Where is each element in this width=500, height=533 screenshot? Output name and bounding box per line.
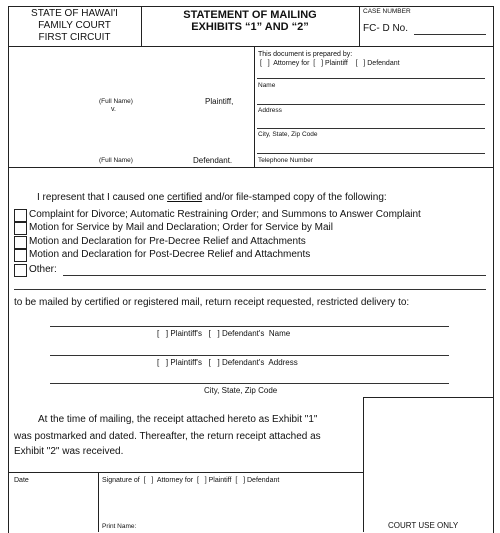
preparer-address-label: Address [258, 107, 282, 114]
date-label: Date [14, 477, 29, 484]
parties-bottom-rule [8, 167, 493, 168]
recipient-city-label: City, State, Zip Code [204, 386, 278, 395]
other-field-line-1[interactable] [63, 275, 486, 276]
court-line-2: FAMILY COURT [38, 20, 111, 31]
plaintiff-label: Plaintiff, [205, 97, 234, 106]
item-label-3: Motion and Declaration for Pre-Decree Relief and Attachments [29, 236, 306, 247]
closing-line-2: was postmarked and dated. Thereafter, the return receipt attached as [14, 431, 321, 442]
case-number-prefix: FC- D No. [363, 23, 408, 34]
prepared-by-options[interactable]: [ ] Attorney for [ ] Plaintiff [ ] Defendant [260, 60, 400, 67]
intro-before: I represent that I caused one [37, 192, 168, 203]
court-name [8, 8, 141, 44]
other-field-line-2[interactable] [14, 289, 486, 290]
court-line-1: STATE OF HAWAI'I [31, 8, 118, 19]
case-number-field[interactable] [414, 34, 486, 35]
preparer-address-field[interactable] [257, 104, 485, 105]
intro-after: and/or file-stamped copy of the following: [202, 192, 387, 203]
header-divider-2 [359, 6, 360, 46]
title-line-2: EXHIBITS “1” AND “2” [191, 21, 309, 33]
preparer-city-field[interactable] [257, 128, 485, 129]
preparer-name-label: Name [258, 82, 276, 89]
item-label-4: Motion and Declaration for Post-Decree Relief and Attachments [29, 249, 311, 260]
recipient-address-field[interactable] [50, 355, 449, 356]
header-bottom-rule [8, 46, 493, 47]
item-checkbox-4[interactable] [14, 249, 27, 262]
versus-label: v. [111, 106, 116, 113]
court-use-top-rule [363, 397, 493, 398]
footer-top-rule [8, 472, 363, 473]
item-label-1: Complaint for Divorce; Automatic Restraining Order; and Summons to Answer Complaint [29, 209, 421, 220]
prepared-by-heading: This document is prepared by: [258, 51, 353, 58]
case-number-label: CASE NUMBER [363, 8, 411, 15]
parties-divider [254, 46, 255, 167]
closing-line-3: Exhibit "2" was received. [14, 446, 124, 457]
document-title [141, 9, 359, 33]
court-use-divider [363, 397, 364, 532]
court-line-3: FIRST CIRCUIT [38, 32, 111, 43]
recipient-name-field[interactable] [50, 326, 449, 327]
item-checkbox-2[interactable] [14, 222, 27, 235]
item-checkbox-3[interactable] [14, 236, 27, 249]
defendant-label: Defendant. [193, 156, 233, 165]
recipient-address-label: [ ] Plaintiff's [ ] Defendant's Address [157, 358, 298, 367]
defendant-full-name-label: (Full Name) [99, 157, 133, 164]
item-checkbox-other[interactable] [14, 264, 27, 277]
title-line-1: STATEMENT OF MAILING [183, 9, 317, 21]
preparer-phone-field[interactable] [257, 153, 485, 154]
intro-statement [37, 192, 387, 203]
preparer-phone-label: Telephone Number [258, 157, 313, 164]
recipient-city-field[interactable] [50, 383, 449, 384]
court-use-label: COURT USE ONLY [388, 521, 459, 530]
item-checkbox-1[interactable] [14, 209, 27, 222]
preparer-name-field[interactable] [257, 78, 485, 79]
mailed-statement: to be mailed by certified or registered mail, return receipt requested, restricted delivery to: [14, 297, 410, 308]
recipient-name-label: [ ] Plaintiff's [ ] Defendant's Name [157, 329, 291, 338]
closing-line-1: At the time of mailing, the receipt attached hereto as Exhibit "1" [38, 414, 318, 425]
item-label-other: Other: [29, 264, 57, 275]
signature-label[interactable]: Signature of [ ] Attorney for [ ] Plaintiff [ ] Defendant [102, 477, 280, 484]
intro-underlined: certified [167, 192, 203, 203]
preparer-city-label: City, State, Zip Code [258, 131, 318, 138]
print-name-label: Print Name: [102, 523, 137, 530]
plaintiff-full-name-label: (Full Name) [99, 98, 133, 105]
item-label-2: Motion for Service by Mail and Declaration; Order for Service by Mail [29, 222, 334, 233]
footer-date-divider [98, 472, 99, 532]
